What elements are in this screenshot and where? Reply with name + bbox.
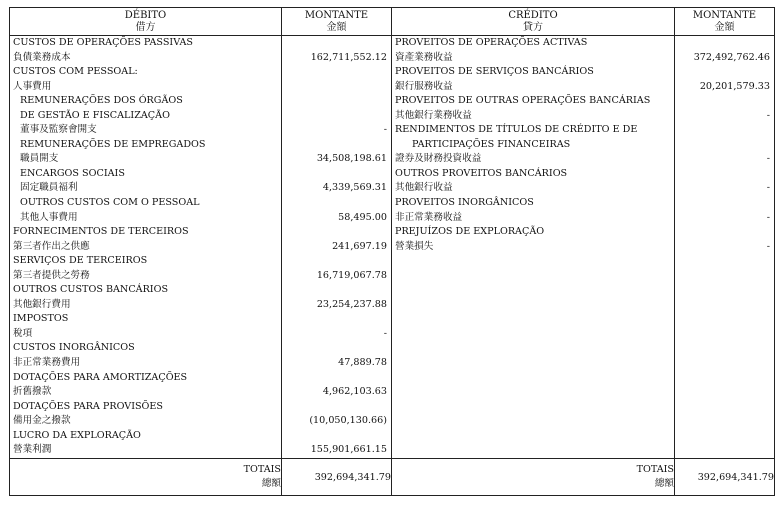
credit-line-label: 證券及財務投資收益	[395, 153, 482, 165]
credit-line-label: PARTICIPAÇÕES FINANCEIRAS	[412, 138, 571, 150]
debit-totals-label	[10, 459, 282, 496]
debit-line-label: 第三者作出之供應	[13, 240, 90, 252]
ledger-table	[9, 7, 775, 496]
credit-line-label: 其他銀行業務收益	[395, 109, 472, 121]
debit-line-amount	[282, 65, 391, 80]
debit-line-amount: 16,719,067.78	[316, 269, 387, 281]
debit-line-label: 非正常業務費用	[13, 357, 81, 369]
credit-line-amount	[675, 167, 774, 182]
credit-descriptions	[392, 36, 675, 459]
credit-line-label: RENDIMENTOS DE TÍTULOS DE CRÉDITO E DE	[395, 124, 638, 136]
debit-line-label: SERVIÇOS DE TERCEIROS	[13, 255, 148, 267]
credit-amounts	[675, 36, 775, 459]
credit-line-amount	[675, 138, 774, 153]
header-row	[10, 8, 775, 36]
debit-line-label: 營業利潤	[13, 444, 52, 456]
debit-line-label: REMUNERAÇÕES DOS ÓRGÃOS	[20, 95, 183, 107]
debit-line-label: FORNECIMENTOS DE TERCEIROS	[13, 226, 189, 238]
debit-amount-header	[282, 8, 392, 36]
credit-line-amount	[675, 65, 774, 80]
debit-line-amount	[282, 80, 391, 95]
debit-line-amount	[282, 400, 391, 415]
debit-line-amount: 155,901,661.15	[310, 444, 387, 456]
credit-line-label: PROVEITOS DE SERVIÇOS BANCÁRIOS	[395, 66, 594, 78]
debit-line-label: 其他人事費用	[20, 211, 78, 223]
credit-line-amount	[675, 94, 774, 109]
debit-line-label: 稅項	[13, 327, 33, 339]
debit-header-pt: DÉBITO	[124, 9, 167, 21]
debit-line-label: IMPOSTOS	[13, 313, 69, 325]
debit-line-amount: 23,254,237.88	[316, 298, 387, 310]
credit-line-label: PROVEITOS INORGÂNICOS	[395, 197, 534, 209]
debit-line-label: DOTAÇÕES PARA AMORTIZAÇÕES	[13, 371, 188, 383]
credit-header-pt: CRÉDITO	[508, 9, 558, 21]
debit-line-label: 其他銀行費用	[13, 298, 71, 310]
debit-header	[10, 8, 282, 36]
credit-line-label: PROVEITOS DE OPERAÇÕES ACTIVAS	[395, 37, 588, 48]
debit-line-label: CUSTOS DE OPERAÇÕES PASSIVAS	[13, 37, 193, 48]
totals-row	[10, 459, 775, 496]
debit-line-label: 備用金之撥款	[13, 415, 71, 427]
credit-line-label: 其他銀行收益	[395, 182, 453, 194]
credit-header	[392, 8, 675, 36]
credit-amount-header	[675, 8, 775, 36]
debit-line-amount	[282, 167, 391, 182]
credit-line-label: OUTROS PROVEITOS BANCÁRIOS	[395, 167, 568, 179]
debit-line-amount	[282, 341, 391, 356]
debit-totals-label-zh: 總額	[261, 478, 281, 489]
debit-line-amount	[282, 371, 391, 386]
debit-line-label: 職員開支	[20, 153, 59, 165]
credit-line-label: 非正常業務收益	[395, 211, 463, 223]
debit-line-amount: (10,050,130.66)	[309, 415, 387, 427]
debit-totals-label-pt: TOTAIS	[243, 464, 281, 475]
debit-line-label: 第三者提供之勞務	[13, 269, 90, 281]
income-statement	[9, 7, 774, 509]
debit-line-label: 負債業務成本	[13, 51, 71, 63]
debit-line-amount: 47,889.78	[338, 357, 387, 369]
debit-line-label: 人事費用	[13, 80, 52, 92]
credit-total-amount: 392,694,341.79	[675, 459, 775, 496]
credit-line-amount: 372,492,762.46	[693, 51, 770, 63]
credit-totals-label-zh: 總額	[654, 478, 674, 489]
credit-line-amount: -	[766, 109, 770, 121]
debit-line-amount: 34,508,198.61	[316, 153, 387, 165]
debit-line-amount	[282, 109, 391, 124]
credit-line-amount	[675, 36, 774, 51]
credit-amount-header-zh: 金額	[714, 21, 735, 33]
debit-line-amount	[282, 225, 391, 240]
credit-line-amount: -	[766, 153, 770, 165]
credit-line-amount	[675, 196, 774, 211]
debit-line-amount	[282, 283, 391, 298]
debit-amount-header-zh: 金額	[326, 21, 347, 33]
debit-line-amount	[282, 196, 391, 211]
debit-line-label: OUTROS CUSTOS COM O PESSOAL	[20, 197, 200, 209]
credit-line-label: PROVEITOS DE OUTRAS OPERAÇÕES BANCÁRIAS	[395, 95, 651, 107]
debit-line-amount: 4,962,103.63	[322, 386, 387, 398]
debit-header-zh: 借方	[135, 21, 156, 33]
debit-line-amount: 241,697.19	[332, 240, 387, 252]
debit-line-amount	[282, 312, 391, 327]
credit-line-amount: 20,201,579.33	[699, 80, 770, 92]
body-row	[10, 36, 775, 459]
debit-line-label: 固定職員福利	[20, 182, 78, 194]
debit-line-amount	[282, 254, 391, 269]
debit-line-amount: -	[383, 124, 387, 136]
debit-line-amount	[282, 429, 391, 444]
debit-line-label: OUTROS CUSTOS BANCÁRIOS	[13, 284, 169, 296]
debit-line-amount: 4,339,569.31	[322, 182, 387, 194]
credit-line-amount: -	[766, 240, 770, 252]
debit-line-label: DE GESTÃO E FISCALIZAÇÃO	[20, 109, 170, 121]
debit-descriptions	[10, 36, 282, 459]
debit-line-amount	[282, 94, 391, 109]
credit-totals-label-pt: TOTAIS	[636, 464, 674, 475]
debit-line-amount	[282, 138, 391, 153]
debit-line-label: DOTAÇÕES PARA PROVISÕES	[13, 400, 163, 412]
debit-line-label: 董事及監察會開支	[20, 124, 97, 136]
debit-line-amount: -	[383, 327, 387, 339]
credit-totals-label	[392, 459, 675, 496]
debit-line-label: CUSTOS INORGÂNICOS	[13, 342, 135, 354]
debit-line-amount: 162,711,552.12	[310, 51, 387, 63]
credit-line-label: 資產業務收益	[395, 51, 453, 63]
debit-line-amount	[282, 36, 391, 51]
credit-line-amount	[675, 225, 774, 240]
debit-line-label: 折舊撥款	[13, 386, 52, 398]
credit-line-label: PREJUÍZOS DE EXPLORAÇÃO	[395, 226, 545, 238]
debit-amounts	[282, 36, 392, 459]
debit-amount-header-pt: MONTANTE	[304, 9, 369, 21]
credit-amount-header-pt: MONTANTE	[692, 9, 757, 21]
debit-line-label: REMUNERAÇÕES DE EMPREGADOS	[20, 138, 206, 150]
debit-line-label: CUSTOS COM PESSOAL:	[13, 66, 138, 78]
credit-header-zh: 貸方	[523, 21, 543, 33]
credit-line-amount: -	[766, 211, 770, 223]
debit-line-label: LUCRO DA EXPLORAÇÃO	[13, 429, 141, 441]
debit-line-label: ENCARGOS SOCIAIS	[20, 167, 125, 179]
credit-line-label: 營業損失	[395, 240, 434, 252]
credit-line-amount	[675, 123, 774, 138]
debit-line-amount: 58,495.00	[338, 211, 387, 223]
credit-line-label: 銀行服務收益	[395, 80, 453, 92]
credit-line-amount: -	[766, 182, 770, 194]
debit-total-amount: 392,694,341.79	[282, 459, 392, 496]
